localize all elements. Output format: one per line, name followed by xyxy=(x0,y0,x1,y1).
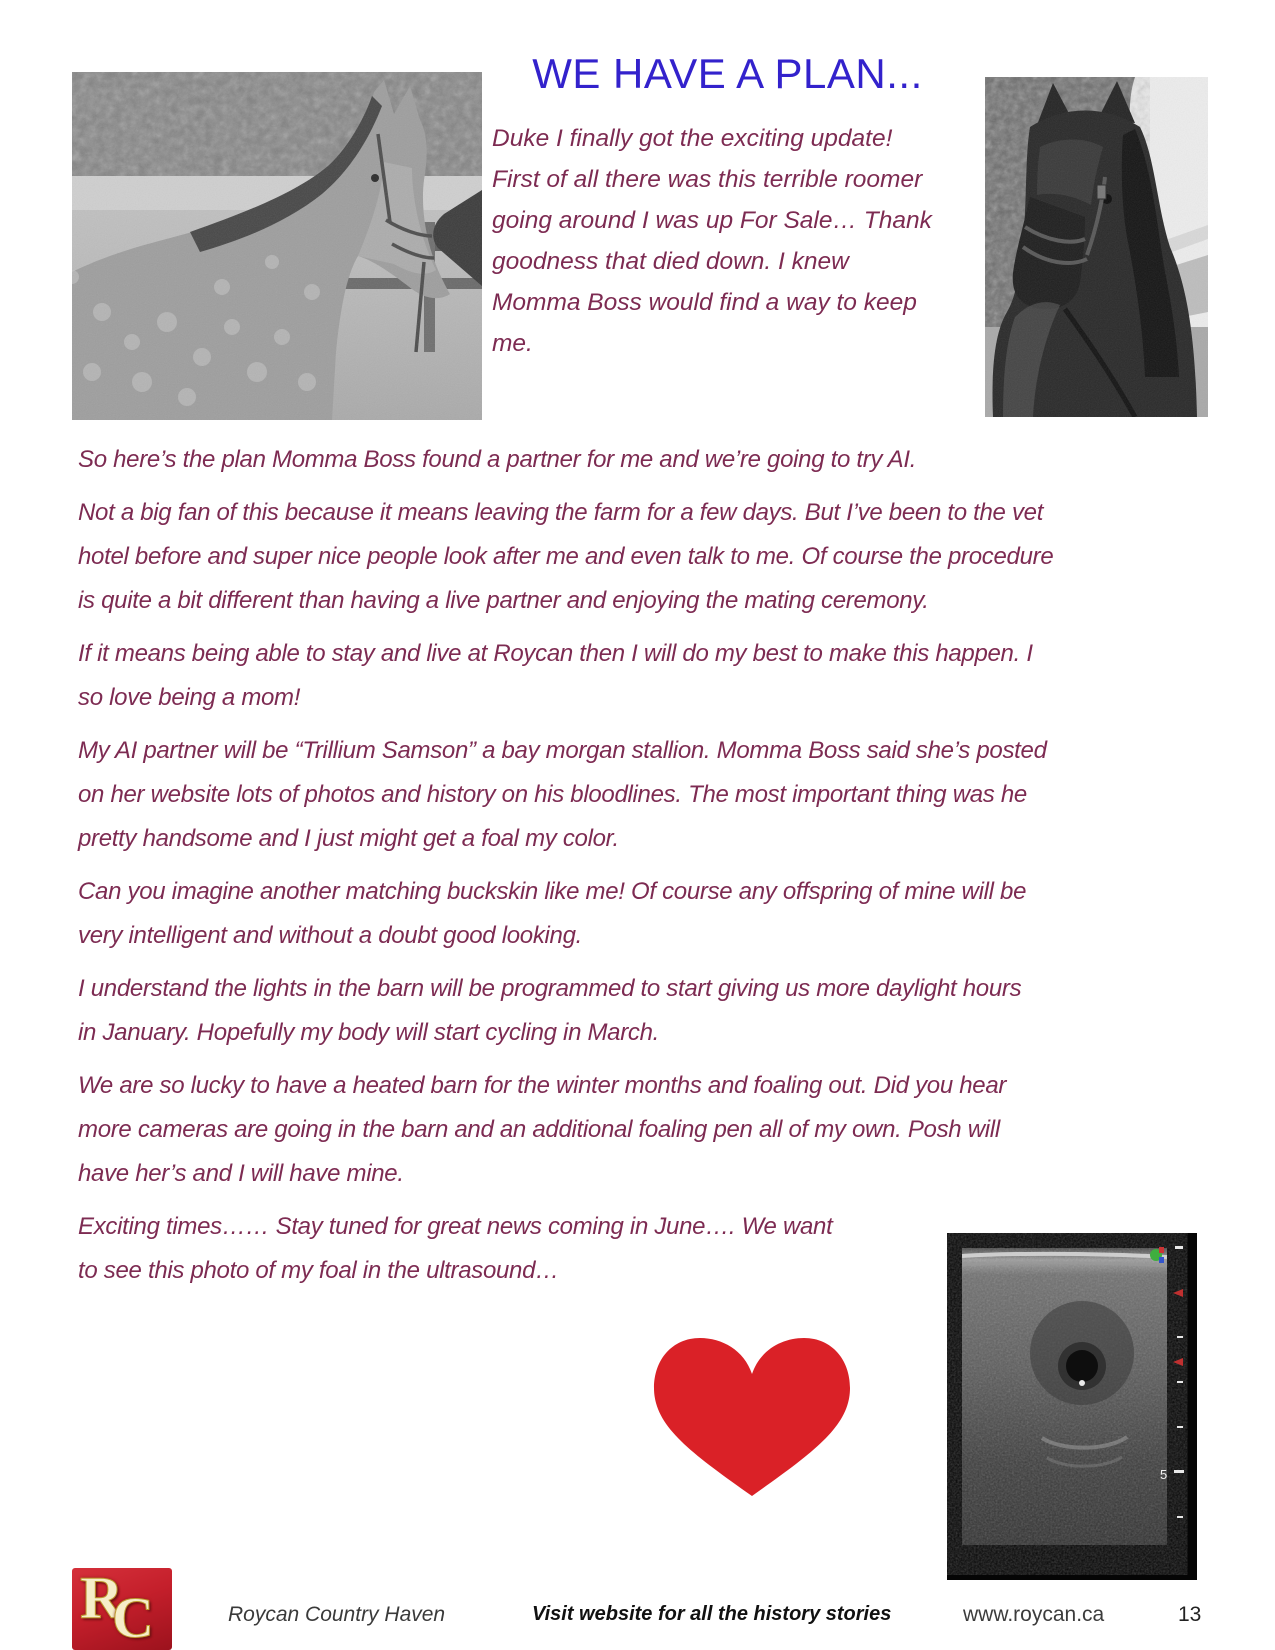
logo-letter-r: R xyxy=(80,1568,124,1631)
paragraph-stay: If it means being able to stay and live at Roycan then I will do my best to make this happen. I so love being a mom! xyxy=(78,640,1033,711)
paragraph-buckskin: Can you imagine another matching buckskin like me! Of course any offspring of mine will be very intelligent and without a doubt good looking. xyxy=(78,878,1027,949)
right-horse-photo-art xyxy=(985,77,1208,417)
depth-label: 5 xyxy=(1160,1467,1168,1482)
ultrasound-image xyxy=(947,1233,1197,1580)
logo-letter-c: C xyxy=(112,1585,154,1650)
footer-page-number: 13 xyxy=(1178,1603,1202,1626)
letter-body xyxy=(78,438,1053,1302)
heart-icon xyxy=(652,1326,852,1498)
page-title: WE HAVE A PLAN... xyxy=(532,50,923,98)
roycan-logo xyxy=(72,1568,172,1650)
left-horse-photo xyxy=(72,72,482,420)
paragraph-lights: I understand the lights in the barn will be programmed to start giving us more daylight hours in January. Hopefully my body will start cycling in March. xyxy=(78,975,1022,1046)
right-horse-photo xyxy=(985,77,1208,417)
paragraph-exciting: Exciting times…… Stay tuned for great news coming in June…. We want to see this photo of my foal in the ultrasound… xyxy=(78,1213,833,1284)
footer-farm-name: Roycan Country Haven xyxy=(228,1603,446,1626)
embryo-vesicle xyxy=(1066,1350,1098,1382)
left-horse-photo-art xyxy=(72,72,482,420)
paragraph-plan: So here’s the plan Momma Boss found a partner for me and we’re going to try AI. xyxy=(78,446,917,473)
footer-tagline: Visit website for all the history stories xyxy=(532,1603,892,1625)
paragraph-vet-hotel: Not a big fan of this because it means leaving the farm for a few days. But I’ve been to the vet hotel before and super nice people look after me and even talk to me. Of course the procedure is quite a bit different than having a live partner and enjoying the mating ceremony. xyxy=(78,499,1054,614)
intro-paragraph: Duke I finally got the exciting update! First of all there was this terrible roomer going around I was up For Sale… Thank goodness that died down. I knew Momma Boss would find a way to keep me. xyxy=(492,125,932,357)
paragraph-ai-partner: My AI partner will be “Trillium Samson” a bay morgan stallion. Momma Boss said she’s posted on her website lots of photos and history on his bloodlines. The most important thing was he pretty handsome and I just might get a foal my color. xyxy=(78,737,1047,852)
footer-website[interactable]: www.roycan.ca xyxy=(963,1603,1105,1626)
paragraph-barn: We are so lucky to have a heated barn for the winter months and foaling out. Did you hear more cameras are going in the barn and an additional foaling pen all of my own. Posh will have her’s and I will have mine. xyxy=(78,1072,1007,1187)
